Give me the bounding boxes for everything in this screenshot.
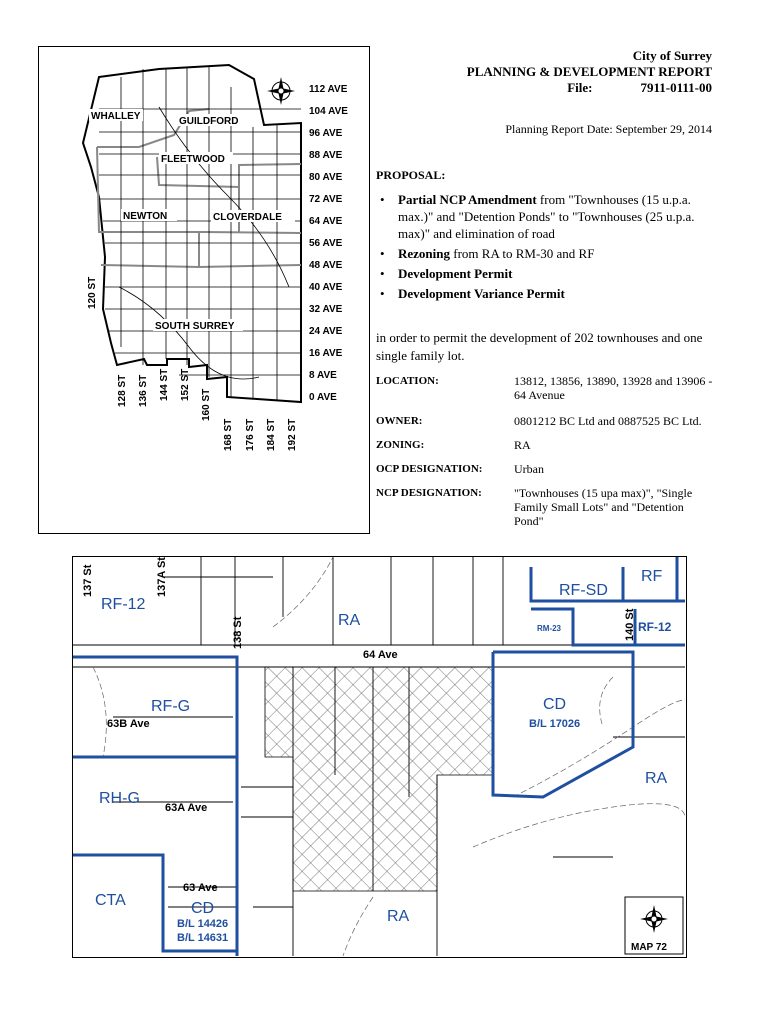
- owner-label: OWNER:: [376, 415, 423, 427]
- avenue-label: 56 AVE: [309, 238, 343, 249]
- zone-label: RA: [387, 908, 410, 925]
- avenue-label: 88 AVE: [309, 150, 343, 161]
- compass-rose-icon: [267, 77, 295, 105]
- file-label: File:: [567, 80, 593, 95]
- area-label-newton: NEWTON: [123, 211, 168, 222]
- street-label: 63 Ave: [183, 882, 218, 894]
- zone-label: RM-23: [537, 624, 562, 633]
- avenue-label: 0 AVE: [309, 392, 337, 403]
- street-label: 144 ST: [159, 368, 170, 401]
- avenue-label: 96 AVE: [309, 128, 343, 139]
- report-title: PLANNING & DEVELOPMENT REPORT: [466, 64, 712, 79]
- area-label-guildford: GUILDFORD: [179, 116, 239, 127]
- zone-label: CD: [191, 900, 215, 917]
- zone-label: RF-12: [638, 620, 672, 634]
- location-label: LOCATION:: [376, 375, 439, 387]
- avenue-label: 48 AVE: [309, 260, 343, 271]
- street-label: 192 ST: [287, 418, 298, 451]
- street-label: 136 ST: [138, 374, 149, 407]
- zone-label: B/L 14631: [177, 932, 229, 944]
- ncp-label: NCP DESIGNATION:: [376, 487, 482, 499]
- avenue-label: 112 AVE: [309, 84, 348, 95]
- zone-label: RF-G: [151, 698, 191, 715]
- avenue-label: 8 AVE: [309, 370, 337, 381]
- street-label: 152 ST: [180, 368, 191, 401]
- avenue-label: 24 AVE: [309, 326, 343, 337]
- zoning-map: [72, 556, 687, 958]
- avenue-label: 80 AVE: [309, 172, 343, 183]
- avenue-label: 16 AVE: [309, 348, 343, 359]
- avenue-label: 72 AVE: [309, 194, 343, 205]
- file-row: [467, 80, 712, 96]
- owner-value: 0801212 BC Ltd and 0887525 BC Ltd.: [514, 414, 702, 428]
- key-map: [38, 46, 370, 534]
- zone-label: RF-SD: [559, 582, 608, 599]
- zoning-map-drawing: [73, 557, 685, 956]
- list-item: • Partial NCP Amendment from "Townhouses (15 u.p.a. max.)" and "Detention Ponds" to "Townhouses (25 u.p.a. max)" and elimination of road: [376, 191, 716, 242]
- ocp-value: Urban: [514, 462, 544, 476]
- zone-label: B/L 17026: [529, 718, 581, 730]
- zoning-label: ZONING:: [376, 439, 425, 451]
- ncp-value: "Townhouses (15 upa max)", "Single Family Small Lots" and "Detention Pond": [514, 486, 693, 528]
- proposal-purpose: in order to permit the development of 202 townhouses and one single family lot.: [376, 330, 703, 363]
- street-label: 168 ST: [223, 418, 234, 451]
- area-label-cloverdale: CLOVERDALE: [213, 212, 282, 223]
- area-label-fleetwood: FLEETWOOD: [161, 154, 225, 165]
- street-label: 64 Ave: [363, 649, 398, 661]
- file-number: 7911-0111-00: [640, 80, 712, 95]
- street-label: 140 St: [624, 608, 636, 641]
- zone-label: CD: [543, 696, 567, 713]
- zone-label: RF-12: [101, 596, 146, 613]
- street-label: 160 ST: [201, 388, 212, 421]
- key-map-drawing: [39, 47, 371, 535]
- street-label: 137A St: [156, 557, 168, 597]
- zoning-value: RA: [514, 438, 531, 452]
- zone-label: RF: [641, 568, 663, 585]
- list-item: • Rezoning from RA to RM-30 and RF: [376, 245, 716, 262]
- list-item: • Development Permit: [376, 265, 716, 282]
- proposal-list: [376, 191, 716, 305]
- proposal-heading: PROPOSAL:: [376, 168, 446, 182]
- street-label: 120 ST: [87, 276, 98, 309]
- map-number: MAP 72: [631, 942, 667, 953]
- street-label: 63B Ave: [107, 718, 150, 730]
- street-label: 184 ST: [266, 418, 277, 451]
- area-label-south-surrey: SOUTH SURREY: [155, 321, 235, 332]
- street-label: 176 ST: [245, 418, 256, 451]
- street-label: 128 ST: [117, 374, 128, 407]
- zone-label: B/L 14426: [177, 918, 229, 930]
- street-label: 63A Ave: [165, 802, 208, 814]
- zone-label: RA: [338, 612, 361, 629]
- report-header: [467, 48, 712, 96]
- ocp-label: OCP DESIGNATION:: [376, 463, 483, 475]
- area-label-whalley: WHALLEY: [91, 111, 141, 122]
- avenue-label: 104 AVE: [309, 106, 348, 117]
- zone-label: RH-G: [99, 790, 140, 807]
- report-date: Planning Report Date: September 29, 2014: [505, 122, 712, 136]
- location-value: 13812, 13856, 13890, 13928 and 13906 - 64 Avenue: [514, 374, 713, 402]
- list-item: • Development Variance Permit: [376, 285, 716, 302]
- avenue-label: 64 AVE: [309, 216, 343, 227]
- city-name: City of Surrey: [632, 48, 712, 63]
- street-label: 138 St: [232, 616, 244, 649]
- avenue-label: 32 AVE: [309, 304, 343, 315]
- zone-label: CTA: [95, 892, 126, 909]
- avenue-label: 40 AVE: [309, 282, 343, 293]
- zone-label: RA: [645, 770, 668, 787]
- street-label: 137 St: [82, 564, 94, 597]
